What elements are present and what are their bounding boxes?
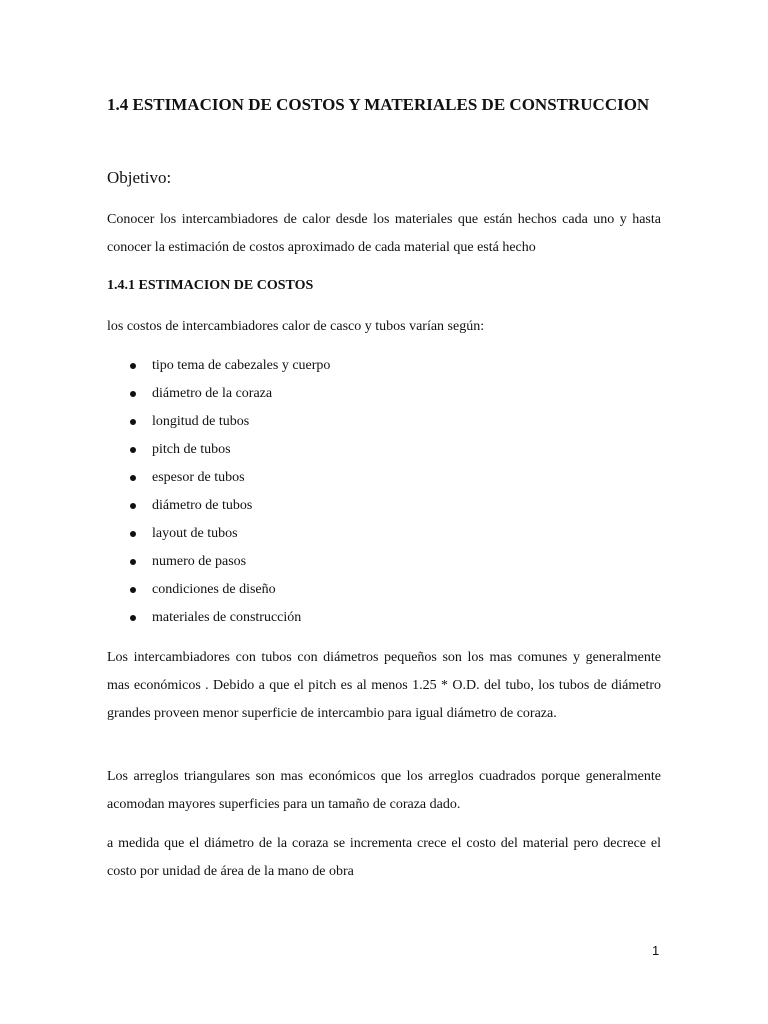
list-item: numero de pasos	[107, 550, 330, 578]
bullet-icon	[130, 587, 136, 593]
list-item: diámetro de la coraza	[107, 382, 330, 410]
objective-heading: Objetivo:	[107, 168, 172, 187]
list-item: pitch de tubos	[107, 438, 330, 466]
subsection-heading: 1.4.1 ESTIMACION DE COSTOS	[107, 278, 314, 293]
body-paragraph: Los intercambiadores con tubos con diámetros pequeños son los mas comunes y generalmente mas económicos . Debido a que el pitch es al menos 1.25 * O.D. del tubo, los tubos de diámetro grandes proveen menor superficie de intercambio para igual diámetro de coraza.	[107, 650, 661, 721]
body-paragraph: Los arreglos triangulares son mas económicos que los arreglos cuadrados porque generalmente acomodan mayores superficies para un tamaño de coraza dado.	[107, 769, 661, 812]
bullet-icon	[130, 503, 136, 509]
cost-factors-list	[107, 354, 330, 634]
section-title: 1.4 ESTIMACION DE COSTOS Y MATERIALES DE CONSTRUCCION	[107, 95, 650, 114]
list-item: tipo tema de cabezales y cuerpo	[107, 354, 330, 382]
lead-paragraph: los costos de intercambiadores calor de casco y tubos varían según:	[107, 319, 485, 334]
bullet-icon	[130, 419, 136, 425]
list-item: materiales de construcción	[107, 606, 330, 634]
bullet-icon	[130, 559, 136, 565]
page-number: 1	[652, 943, 660, 958]
list-item: espesor de tubos	[107, 466, 330, 494]
list-item: condiciones de diseño	[107, 578, 330, 606]
objective-paragraph: Conocer los intercambiadores de calor desde los materiales que están hechos cada uno y hasta conocer la estimación de costos aproximado de cada material que está hecho	[107, 212, 661, 255]
bullet-icon	[130, 531, 136, 537]
bullet-icon	[130, 391, 136, 397]
bullet-icon	[130, 475, 136, 481]
body-paragraph: a medida que el diámetro de la coraza se incrementa crece el costo del material pero decrece el costo por unidad de área de la mano de obra	[107, 836, 661, 879]
list-item: layout de tubos	[107, 522, 330, 550]
list-item: diámetro de tubos	[107, 494, 330, 522]
bullet-icon	[130, 447, 136, 453]
bullet-icon	[130, 615, 136, 621]
list-item: longitud de tubos	[107, 410, 330, 438]
bullet-icon	[130, 363, 136, 369]
